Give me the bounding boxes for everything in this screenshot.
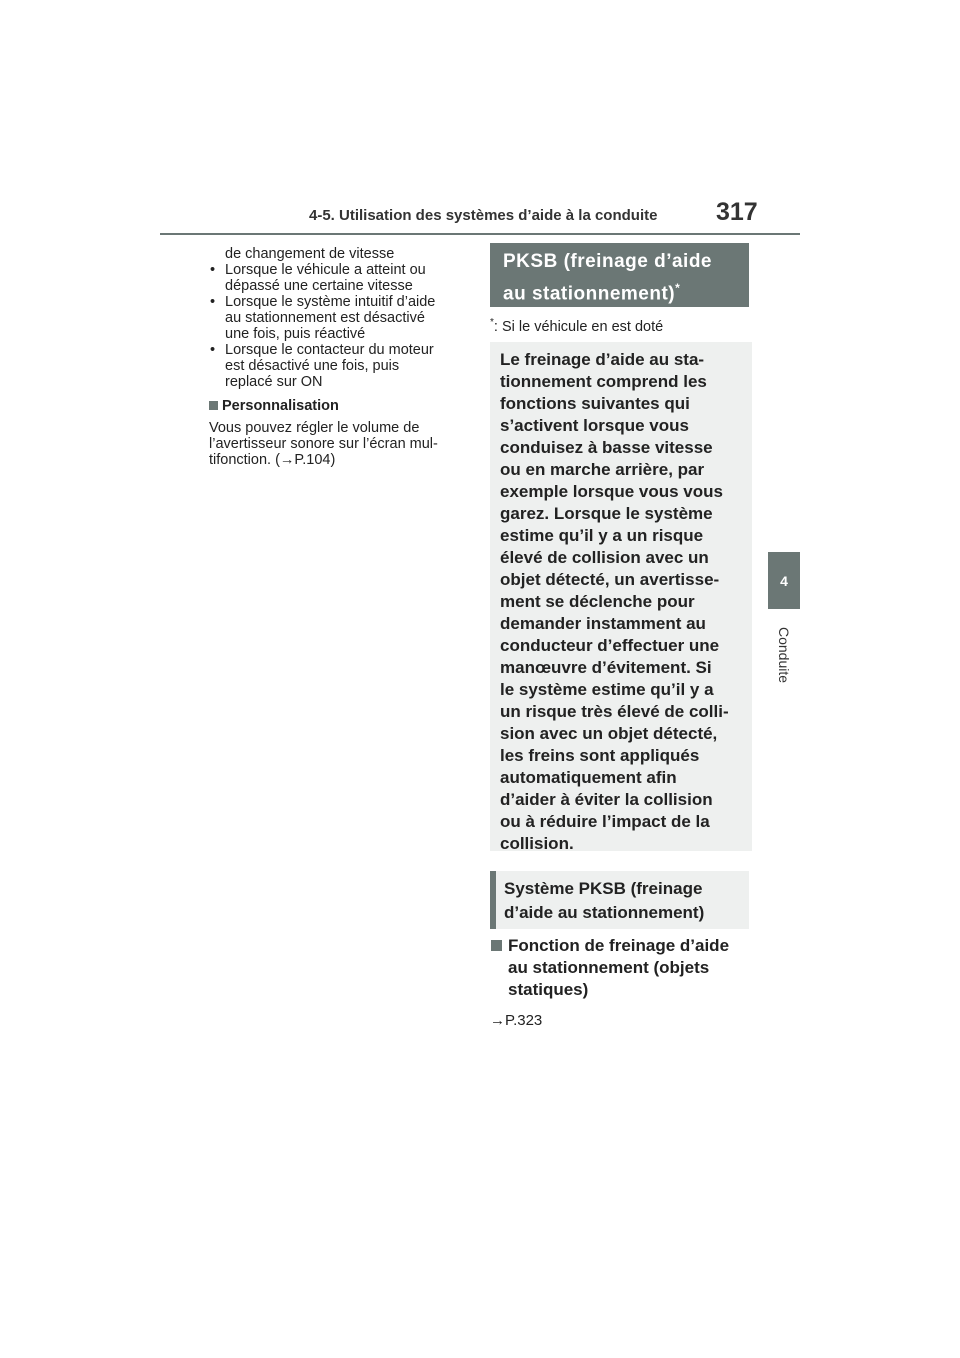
footnote-text: : Si le véhicule en est doté [493, 318, 664, 335]
intro-line: un risque très élevé de colli- [500, 702, 729, 721]
intro-line: automatiquement afin [500, 768, 677, 787]
intro-line: exemple lorsque vous vous [500, 482, 723, 501]
intro-line: élevé de collision avec un [500, 548, 709, 567]
intro-line: le système estime qu’il y a [500, 680, 714, 699]
intro-line: ment se déclenche pour [500, 592, 695, 611]
bullet-item [209, 294, 471, 342]
bullet-dot: • [210, 342, 216, 358]
header-divider [160, 233, 800, 235]
subheading-text: Personnalisation [222, 398, 339, 414]
function-heading [490, 935, 752, 1001]
intro-line: objet détecté, un avertisse- [500, 570, 720, 589]
footnote-star: * [490, 317, 494, 328]
section-header-title: 4-5. Utilisation des systèmes d’aide à la conduite [309, 207, 658, 224]
title-line: PKSB (freinage d’aide [503, 251, 712, 272]
footnote [490, 317, 663, 335]
title-line-2 [503, 275, 749, 307]
intro-line: collision. [500, 834, 574, 853]
page-reference-link[interactable]: →P.323 [490, 1012, 543, 1029]
intro-line: fonctions suivantes qui [500, 394, 690, 413]
bullet-line: Lorsque le véhicule a atteint ou [225, 262, 426, 278]
intro-line: estime qu’il y a un risque [500, 526, 704, 545]
function-heading-line: au stationnement (objets [508, 958, 710, 977]
paragraph-line: Vous pouvez régler le volume de [209, 420, 420, 436]
section-heading-line: d’aide au stationnement) [504, 903, 705, 922]
section-heading-line: Système PKSB (freinage [504, 879, 703, 898]
bullet-line: dépassé une certaine vitesse [225, 278, 413, 294]
bullet-line: Lorsque le système intuitif d’aide [225, 294, 436, 310]
intro-line: ou à réduire l’impact de la [500, 812, 710, 831]
chapter-label [768, 620, 800, 690]
title-line-text: au stationnement) [503, 283, 676, 305]
square-bullet-icon [491, 940, 502, 951]
function-heading-line: statiques) [508, 980, 589, 999]
intro-line: d’aider à éviter la collision [500, 790, 713, 809]
page-number: 317 [716, 198, 758, 226]
intro-box [490, 342, 752, 851]
bullet-dot: • [210, 262, 216, 278]
square-bullet-icon [209, 401, 218, 410]
section-heading-bar [490, 871, 496, 929]
bullet-line: replacé sur ON [225, 374, 323, 390]
pksb-title-box [490, 243, 749, 307]
footnote-marker: * [675, 281, 681, 295]
bullet-item [209, 262, 471, 294]
intro-line: ou en marche arrière, par [500, 460, 705, 479]
left-column [209, 246, 471, 468]
function-heading-line: Fonction de freinage d’aide [508, 936, 730, 955]
intro-line: conduisez à basse vitesse [500, 438, 713, 457]
intro-line: Le freinage d’aide au sta- [500, 350, 705, 369]
intro-line: tionnement comprend les [500, 372, 707, 391]
continuation-line: de changement de vitesse [225, 246, 395, 262]
paragraph [209, 420, 471, 468]
paragraph-line: tifonction. (→P.104) [209, 452, 336, 468]
bullet-line: une fois, puis réactivé [225, 326, 366, 342]
subheading [209, 398, 471, 414]
chapter-label-text: Conduite [776, 626, 793, 684]
intro-line: garez. Lorsque le système [500, 504, 713, 523]
bullet-line: est désactivé une fois, puis [225, 358, 400, 374]
intro-line: conducteur d’effectuer une [500, 636, 720, 655]
intro-line: sion avec un objet détecté, [500, 724, 718, 743]
bullet-line: au stationnement est désactivé [225, 310, 425, 326]
bullet-line: Lorsque le contacteur du moteur [225, 342, 434, 358]
paragraph-line: l’avertisseur sonore sur l’écran mul- [209, 436, 438, 452]
intro-line: s’activent lorsque vous [500, 416, 689, 435]
bullet-dot: • [210, 294, 216, 310]
bullet-item [209, 342, 471, 390]
intro-line: les freins sont appliqués [500, 746, 700, 765]
intro-line: demander instamment au [500, 614, 706, 633]
chapter-number-tab: 4 [768, 552, 800, 609]
section-heading [490, 871, 749, 929]
intro-line: manœuvre d’évitement. Si [500, 658, 712, 677]
